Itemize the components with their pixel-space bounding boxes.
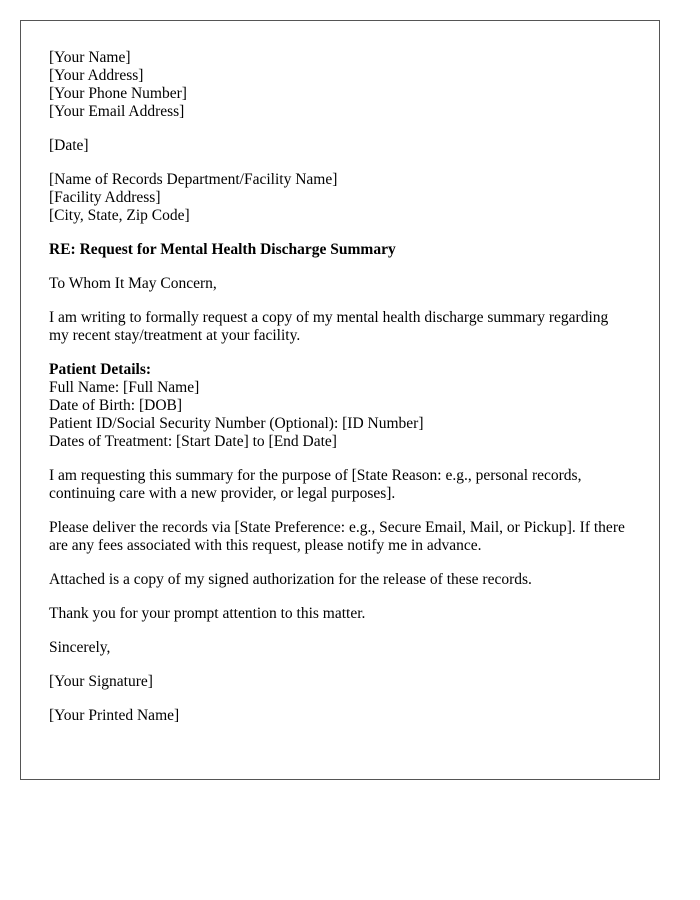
date-block <box>49 137 631 155</box>
closing: Sincerely, <box>49 639 111 656</box>
recipient-city: [City, State, Zip Code] <box>49 207 190 224</box>
patient-details <box>49 361 631 451</box>
intro-paragraph: I am writing to formally request a copy of my mental health discharge summary regarding my recent stay/treatment at your facility. <box>49 309 609 344</box>
patient-id: Patient ID/Social Security Number (Optional): [ID Number] <box>49 415 424 432</box>
sender-phone: [Your Phone Number] <box>49 85 187 102</box>
patient-dob: Date of Birth: [DOB] <box>49 397 183 414</box>
sender-email: [Your Email Address] <box>49 103 185 120</box>
recipient-address: [Facility Address] <box>49 189 161 206</box>
sender-block <box>49 49 631 121</box>
recipient-block <box>49 171 631 225</box>
treatment-dates: Dates of Treatment: [Start Date] to [End Date] <box>49 433 337 450</box>
attachment-paragraph: Attached is a copy of my signed authorization for the release of these records. <box>49 571 532 588</box>
sender-name: [Your Name] <box>49 49 131 66</box>
recipient-name: [Name of Records Department/Facility Name] <box>49 171 338 188</box>
salutation: To Whom It May Concern, <box>49 275 217 292</box>
delivery-paragraph: Please deliver the records via [State Preference: e.g., Secure Email, Mail, or Pickup]. If there are any fees associated with this request, please notify me in advance. <box>49 519 625 554</box>
subject-line: RE: Request for Mental Health Discharge Summary <box>49 241 396 258</box>
patient-full-name: Full Name: [Full Name] <box>49 379 200 396</box>
letter-date: [Date] <box>49 137 89 154</box>
sender-address: [Your Address] <box>49 67 144 84</box>
letter-page <box>20 20 660 780</box>
printed-name: [Your Printed Name] <box>49 707 180 724</box>
purpose-paragraph: I am requesting this summary for the purpose of [State Reason: e.g., personal records, continuing care with a new provider, or legal purposes]. <box>49 467 582 502</box>
patient-details-heading: Patient Details: <box>49 361 152 378</box>
signature: [Your Signature] <box>49 673 153 690</box>
thanks-paragraph: Thank you for your prompt attention to this matter. <box>49 605 366 622</box>
